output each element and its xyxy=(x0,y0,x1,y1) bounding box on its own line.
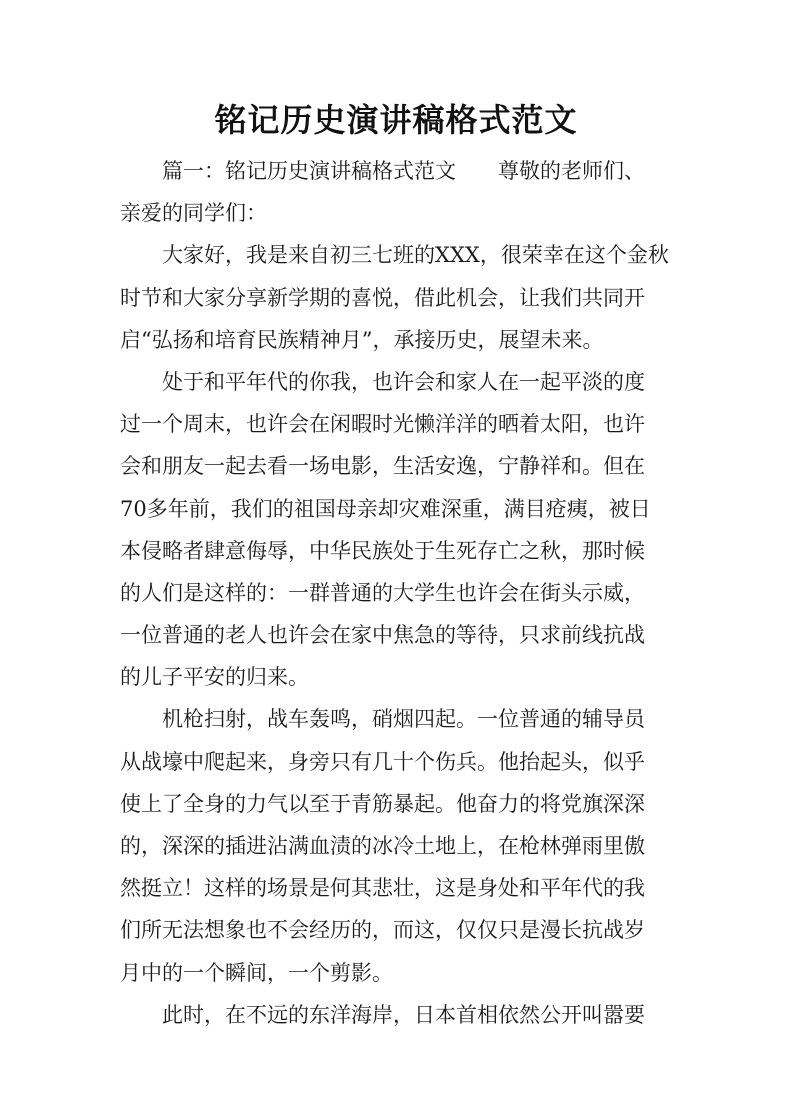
text-line: 亲爱的同学们： xyxy=(120,201,267,226)
document-title: 铭记历史演讲稿格式范文 xyxy=(214,101,578,139)
text-line: 们所无法想象也不会经历的，而这，仅仅只是漫长抗战岁 xyxy=(120,918,645,943)
text-line: 处于和平年代的你我，也许会和家人在一起平淡的度 xyxy=(162,369,645,394)
text-line: 的，深深的插进沾满血渍的冰冷土地上，在枪林弹雨里傲 xyxy=(120,834,645,858)
section-heading: 篇一：铭记历史演讲稿格式范文 xyxy=(162,159,456,183)
text-line: 会和朋友一起去看一场电影，生活安逸，宁静祥和。但在 xyxy=(120,454,645,479)
text-line: 月中的一个瞬间，一个剪影。 xyxy=(120,960,393,985)
text-line xyxy=(120,150,672,192)
salutation-start: 尊敬的老师们、 xyxy=(498,159,645,183)
text-line: 的人们是这样的：一群普通的大学生也许会在街头示威， xyxy=(120,580,645,605)
text-line: 此时，在不远的东洋海岸，日本首相依然公开叫嚣要 xyxy=(162,1002,645,1027)
text-line: 本侵略者肆意侮辱，中华民族处于生死存亡之秋，那时候 xyxy=(120,538,645,563)
text-line: 从战壕中爬起来，身旁只有几十个伤兵。他抬起头，似乎 xyxy=(120,749,645,774)
document-body xyxy=(120,150,672,1036)
text-line: 过一个周末，也许会在闲暇时光懒洋洋的晒着太阳，也许 xyxy=(120,412,645,437)
text-line: 70多年前，我们的祖国母亲却灾难深重，满目疮痍，被日 xyxy=(120,496,651,521)
text-line: 一位普通的老人也许会在家中焦急的等待，只求前线抗战 xyxy=(120,623,645,648)
text-line: 大家好，我是来自初三七班的XXX，很荣幸在这个金秋 xyxy=(162,243,669,268)
text-line: 机枪扫射，战车轰鸣，硝烟四起。一位普通的辅导员 xyxy=(162,707,645,732)
text-line: 的儿子平安的归来。 xyxy=(120,665,309,690)
text-line: 启“弘扬和培育民族精神月”，承接历史，展望未来。 xyxy=(120,327,604,352)
text-line: 使上了全身的力气以至于青筋暴起。他奋力的将党旗深深 xyxy=(120,791,645,816)
text-line: 时节和大家分享新学期的喜悦，借此机会，让我们共同开 xyxy=(120,285,645,310)
text-line: 然挺立！这样的场景是何其悲壮，这是身处和平年代的我 xyxy=(120,876,645,901)
